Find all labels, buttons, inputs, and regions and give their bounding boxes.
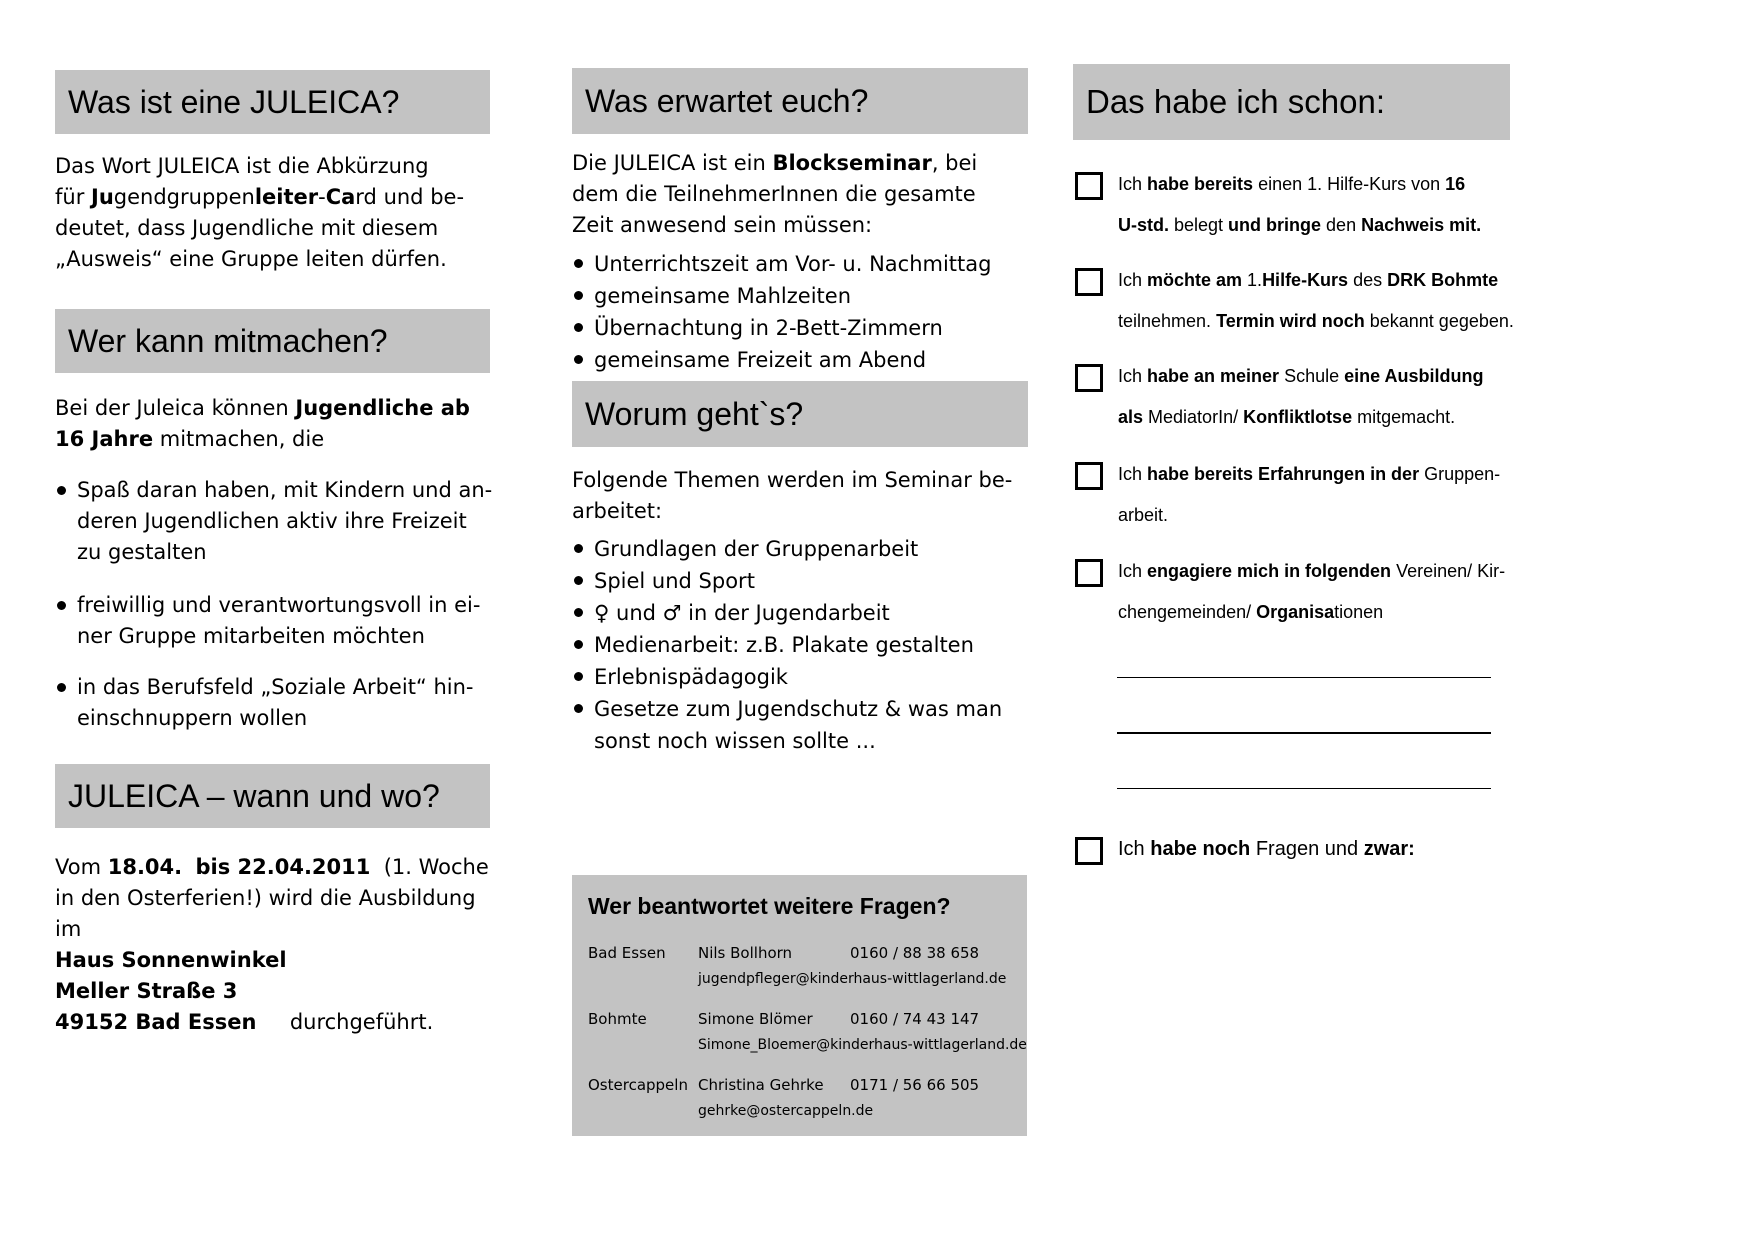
contact-place: Bohmte bbox=[588, 1010, 647, 1028]
bullet-item bbox=[572, 597, 1028, 629]
text-segment: habe noch bbox=[1150, 838, 1251, 860]
write-in-line bbox=[1117, 788, 1491, 789]
column-right-checklist bbox=[1073, 64, 1514, 870]
text-segment: Zeit anwesend sein müssen: bbox=[572, 213, 873, 237]
text-line bbox=[594, 248, 1028, 280]
text-line bbox=[572, 496, 1028, 527]
text-line bbox=[572, 179, 1028, 210]
text-segment: gemeinsame Freizeit am Abend bbox=[594, 348, 927, 372]
paragraph-who-intro bbox=[55, 393, 490, 455]
text-segment: zu gestalten bbox=[77, 540, 207, 564]
text-line bbox=[1118, 164, 1510, 205]
text-line bbox=[77, 621, 490, 652]
text-line bbox=[594, 344, 1028, 376]
bullet-text bbox=[77, 475, 492, 568]
text-line bbox=[55, 883, 490, 914]
paragraph-what-is-juleica bbox=[55, 151, 490, 275]
text-segment: deutet, dass Jugendliche mit diesem bbox=[55, 216, 439, 240]
text-line bbox=[77, 703, 490, 734]
text-segment: U-std. bbox=[1118, 215, 1169, 235]
bullet-text bbox=[594, 280, 1028, 312]
text-segment: in den Osterferien!) wird die Ausbildung bbox=[55, 886, 476, 910]
bullet-icon bbox=[572, 312, 594, 344]
paragraph-when-where bbox=[55, 852, 490, 1038]
text-segment: arbeit. bbox=[1118, 505, 1169, 525]
section-header-das-habe-ich-schon bbox=[1073, 64, 1510, 140]
bullet-icon bbox=[55, 672, 77, 734]
text-segment: für bbox=[55, 185, 92, 209]
write-in-line bbox=[1117, 732, 1491, 734]
bullet-text bbox=[77, 590, 490, 652]
bullet-text bbox=[594, 312, 1028, 344]
checklist-item-text bbox=[1118, 829, 1510, 870]
text-line bbox=[55, 213, 490, 244]
bullet-list-topics bbox=[572, 533, 1028, 757]
contact-email: gehrke@ostercappeln.de bbox=[698, 1103, 874, 1119]
text-segment: MediatorIn/ bbox=[1143, 407, 1244, 427]
text-line bbox=[55, 914, 490, 945]
text-segment: engagiere mich in folgenden bbox=[1147, 561, 1392, 581]
checklist-item-group-experience bbox=[1073, 454, 1510, 536]
text-line bbox=[1118, 301, 1514, 342]
bullet-item bbox=[572, 661, 1028, 693]
text-line bbox=[594, 597, 1028, 629]
bullet-icon bbox=[572, 248, 594, 280]
checkbox[interactable] bbox=[1075, 837, 1103, 865]
text-line bbox=[1118, 829, 1510, 870]
text-line bbox=[594, 629, 1028, 661]
text-line bbox=[77, 590, 490, 621]
checklist-item-text bbox=[1118, 551, 1510, 633]
text-segment: Spaß daran haben, mit Kindern und an- bbox=[77, 478, 493, 502]
text-segment: möchte am bbox=[1147, 270, 1243, 290]
bullet-icon bbox=[55, 590, 77, 652]
text-segment: freiwillig und verantwortungsvoll in ei- bbox=[77, 593, 481, 617]
text-segment: 49152 Bad Essen bbox=[55, 1010, 257, 1034]
checklist-item-text bbox=[1118, 260, 1514, 342]
checkbox[interactable] bbox=[1075, 462, 1103, 490]
bullet-item bbox=[572, 693, 1028, 757]
contact-phone: 0160 / 88 38 658 bbox=[850, 944, 980, 962]
checklist-item-questions bbox=[1073, 829, 1510, 870]
bullet-text bbox=[594, 597, 1028, 629]
checkbox[interactable] bbox=[1075, 364, 1103, 392]
text-segment: rd und be- bbox=[355, 185, 465, 209]
text-line bbox=[55, 976, 490, 1007]
text-line bbox=[594, 533, 1028, 565]
text-line bbox=[594, 565, 1028, 597]
text-segment: - bbox=[318, 185, 326, 209]
text-segment: durchgeführt. bbox=[256, 1010, 434, 1034]
text-segment: tionen bbox=[1334, 602, 1384, 622]
write-in-line bbox=[1117, 677, 1491, 678]
text-line bbox=[77, 475, 492, 506]
bullet-text bbox=[594, 565, 1028, 597]
text-segment: Schule bbox=[1279, 366, 1345, 386]
checkbox[interactable] bbox=[1075, 268, 1103, 296]
text-segment: Medienarbeit: z.B. Plakate gestalten bbox=[594, 633, 974, 657]
contact-phone: 0171 / 56 66 505 bbox=[850, 1076, 980, 1094]
bullet-item bbox=[572, 280, 1028, 312]
text-segment: den bbox=[1321, 215, 1362, 235]
text-segment: Erlebnispädagogik bbox=[594, 665, 788, 689]
text-segment: habe an meiner bbox=[1147, 366, 1280, 386]
bullet-item bbox=[55, 475, 493, 568]
bullet-text bbox=[77, 672, 490, 734]
text-segment: Vereinen/ Kir- bbox=[1391, 561, 1506, 581]
text-line bbox=[1118, 495, 1510, 536]
section-title: Worum geht`s? bbox=[585, 395, 804, 432]
text-segment: Gruppen- bbox=[1419, 464, 1501, 484]
text-segment: bekannt gegeben. bbox=[1364, 311, 1514, 331]
bullet-item bbox=[572, 533, 1028, 565]
bullet-item bbox=[572, 565, 1028, 597]
text-segment: Jugendliche ab bbox=[295, 396, 470, 420]
text-line bbox=[1118, 551, 1510, 592]
text-segment: Ich bbox=[1118, 561, 1148, 581]
contact-email: jugendpfleger@kinderhaus-wittlagerland.de bbox=[698, 971, 1007, 987]
contact-name: Christina Gehrke bbox=[698, 1076, 824, 1094]
column-middle bbox=[572, 68, 1028, 1136]
bullet-list-expect bbox=[572, 248, 1028, 376]
section-title: Was erwartet euch? bbox=[585, 82, 869, 119]
bullet-text bbox=[594, 533, 1028, 565]
text-line bbox=[55, 1007, 490, 1038]
section-header-worum-gehts bbox=[572, 381, 1028, 447]
text-segment: leiter bbox=[254, 185, 319, 209]
text-segment: 16 bbox=[1445, 174, 1466, 194]
bullet-text bbox=[594, 661, 1028, 693]
text-line bbox=[77, 506, 492, 537]
text-segment: Ich bbox=[1118, 270, 1148, 290]
bullet-icon bbox=[572, 344, 594, 376]
section-title: Das habe ich schon: bbox=[1086, 83, 1386, 120]
text-line bbox=[594, 693, 1028, 725]
bullet-text bbox=[594, 344, 1028, 376]
text-segment: ♀ und ♂ in der Jugendarbeit bbox=[594, 601, 890, 625]
text-segment: Haus Sonnenwinkel bbox=[55, 948, 287, 972]
text-segment: im bbox=[55, 917, 82, 941]
text-line bbox=[55, 182, 490, 213]
text-segment: habe bereits bbox=[1147, 174, 1254, 194]
checklist-item-first-aid-course bbox=[1073, 260, 1514, 342]
text-segment: dem die TeilnehmerInnen die gesamte bbox=[572, 182, 976, 206]
text-segment: teilnehmen. bbox=[1118, 311, 1217, 331]
checklist-item-engagement bbox=[1073, 551, 1510, 633]
text-segment: Vom bbox=[55, 855, 108, 879]
text-segment: eine Ausbildung bbox=[1344, 366, 1484, 386]
text-line bbox=[1118, 356, 1510, 397]
text-segment: deren Jugendlichen aktiv ihre Freizeit bbox=[77, 509, 467, 533]
text-segment: Hilfe-Kurs bbox=[1262, 270, 1349, 290]
bullet-icon bbox=[572, 565, 594, 597]
text-segment: Termin wird noch bbox=[1216, 311, 1365, 331]
bullet-item bbox=[572, 248, 1028, 280]
checklist-item-text bbox=[1118, 356, 1510, 438]
text-line bbox=[1118, 205, 1510, 246]
text-segment: Blockseminar bbox=[772, 151, 932, 175]
bullet-icon bbox=[572, 661, 594, 693]
section-title: Wer kann mitmachen? bbox=[68, 322, 388, 359]
text-segment: Ich bbox=[1118, 838, 1151, 860]
text-segment: habe bereits Erfahrungen in der bbox=[1147, 464, 1420, 484]
contact-box bbox=[572, 875, 1027, 1136]
checkbox[interactable] bbox=[1075, 559, 1103, 587]
text-segment: mitgemacht. bbox=[1352, 407, 1456, 427]
text-segment: Folgende Themen werden im Seminar be- bbox=[572, 468, 1013, 492]
text-segment: gendgruppen bbox=[113, 185, 255, 209]
bullet-icon bbox=[572, 629, 594, 661]
section-title: Was ist eine JULEICA? bbox=[68, 83, 400, 120]
text-segment: gemeinsame Mahlzeiten bbox=[594, 284, 852, 308]
contact-phone: 0160 / 74 43 147 bbox=[850, 1010, 980, 1028]
text-segment: Unterrichtszeit am Vor- u. Nachmittag bbox=[594, 252, 992, 276]
bullet-item bbox=[572, 312, 1028, 344]
text-segment: 1. bbox=[1242, 270, 1263, 290]
text-segment: , bei bbox=[931, 151, 978, 175]
contact-row bbox=[588, 940, 1013, 992]
text-line bbox=[55, 393, 490, 424]
text-segment: belegt bbox=[1169, 215, 1229, 235]
text-line bbox=[1118, 454, 1510, 495]
bullet-icon bbox=[572, 693, 594, 757]
checklist-item-mediator bbox=[1073, 356, 1510, 438]
contact-name: Simone Blömer bbox=[698, 1010, 813, 1028]
section-header-was-ist-juleica bbox=[55, 70, 490, 134]
bullet-icon bbox=[572, 533, 594, 565]
contact-name: Nils Bollhorn bbox=[698, 944, 793, 962]
bullet-icon bbox=[572, 597, 594, 629]
text-line bbox=[594, 725, 1028, 757]
contact-row bbox=[588, 1006, 1027, 1058]
text-segment: Bei der Juleica können bbox=[55, 396, 296, 420]
text-segment: chengemeinden/ bbox=[1118, 602, 1257, 622]
column-left bbox=[55, 70, 493, 1038]
text-segment: Nachweis mit. bbox=[1361, 215, 1482, 235]
contact-box-title: Wer beantwortet weitere Fragen? bbox=[588, 893, 951, 919]
contact-row bbox=[588, 1072, 1013, 1124]
contact-place: Bad Essen bbox=[588, 944, 666, 962]
text-line bbox=[594, 280, 1028, 312]
text-segment: als bbox=[1118, 407, 1144, 427]
text-line bbox=[77, 537, 492, 568]
text-line bbox=[1118, 260, 1514, 301]
contact-place: Ostercappeln bbox=[588, 1076, 688, 1094]
text-segment: Konfliktlotse bbox=[1243, 407, 1353, 427]
paragraph-topics-intro bbox=[572, 465, 1028, 527]
bullet-text bbox=[594, 629, 1028, 661]
text-segment: Spiel und Sport bbox=[594, 569, 755, 593]
text-line bbox=[55, 852, 490, 883]
text-segment: Grundlagen der Gruppenarbeit bbox=[594, 537, 919, 561]
text-line bbox=[572, 210, 1028, 241]
text-segment: Ca bbox=[325, 185, 356, 209]
text-segment: Ju bbox=[91, 185, 114, 209]
text-segment: sonst noch wissen sollte ... bbox=[594, 729, 876, 753]
text-segment: einschnuppern wollen bbox=[77, 706, 308, 730]
text-line bbox=[55, 244, 490, 275]
text-segment: und bringe bbox=[1228, 215, 1322, 235]
text-segment: (1. Woche bbox=[370, 855, 489, 879]
text-line bbox=[77, 672, 490, 703]
text-segment bbox=[182, 855, 195, 879]
text-line bbox=[55, 424, 490, 455]
text-segment: Übernachtung in 2-Bett-Zimmern bbox=[594, 316, 943, 340]
text-segment: Gesetze zum Jugendschutz & was man bbox=[594, 697, 1003, 721]
bullet-item bbox=[55, 672, 490, 734]
checklist-item-text bbox=[1118, 164, 1510, 246]
text-segment: in das Berufsfeld „Soziale Arbeit“ hin- bbox=[77, 675, 474, 699]
text-segment: des bbox=[1348, 270, 1388, 290]
section-header-wann-und-wo bbox=[55, 764, 490, 828]
text-segment: Fragen und bbox=[1250, 838, 1364, 860]
text-segment: „Ausweis“ eine Gruppe leiten dürfen. bbox=[55, 247, 447, 271]
text-segment: ner Gruppe mitarbeiten möchten bbox=[77, 624, 425, 648]
text-line bbox=[55, 945, 490, 976]
text-segment: DRK Bohmte bbox=[1387, 270, 1499, 290]
bullet-item bbox=[572, 629, 1028, 661]
text-segment: 18.04. bbox=[107, 855, 183, 879]
text-segment: Meller Straße 3 bbox=[55, 979, 238, 1003]
section-header-wer-kann-mitmachen bbox=[55, 309, 490, 373]
text-segment: arbeitet: bbox=[572, 499, 663, 523]
contact-email: Simone_Bloemer@kinderhaus-wittlagerland.de bbox=[698, 1037, 1027, 1053]
section-title: JULEICA – wann und wo? bbox=[68, 777, 440, 814]
text-segment: einen 1. Hilfe-Kurs von bbox=[1253, 174, 1446, 194]
text-segment: zwar: bbox=[1363, 838, 1415, 860]
bullet-icon bbox=[572, 280, 594, 312]
text-segment: bis 22.04.2011 bbox=[195, 855, 371, 879]
checklist-item-first-aid-done bbox=[1073, 164, 1510, 246]
text-segment: Ich bbox=[1118, 464, 1148, 484]
bullet-text bbox=[594, 248, 1028, 280]
paragraph-expect-intro bbox=[572, 148, 1028, 241]
text-line bbox=[55, 151, 490, 182]
section-header-was-erwartet-euch bbox=[572, 68, 1028, 134]
bullet-text bbox=[594, 693, 1028, 757]
bullet-icon bbox=[55, 475, 77, 568]
text-line bbox=[572, 148, 1028, 179]
text-segment: Die JULEICA ist ein bbox=[572, 151, 773, 175]
text-line bbox=[594, 312, 1028, 344]
text-segment: Das Wort JULEICA ist die Abkürzung bbox=[55, 154, 429, 178]
checkbox[interactable] bbox=[1075, 172, 1103, 200]
checklist-item-text bbox=[1118, 454, 1510, 536]
text-segment: Ich bbox=[1118, 366, 1148, 386]
text-line bbox=[1118, 397, 1510, 438]
text-segment: 16 Jahre bbox=[55, 427, 154, 451]
text-line bbox=[1118, 592, 1510, 633]
text-line bbox=[594, 661, 1028, 693]
text-segment: Organisa bbox=[1256, 602, 1335, 622]
bullet-item bbox=[55, 590, 490, 652]
text-segment: Ich bbox=[1118, 174, 1148, 194]
text-line bbox=[572, 465, 1028, 496]
text-segment: mitmachen, die bbox=[153, 427, 325, 451]
bullet-item bbox=[572, 344, 1028, 376]
